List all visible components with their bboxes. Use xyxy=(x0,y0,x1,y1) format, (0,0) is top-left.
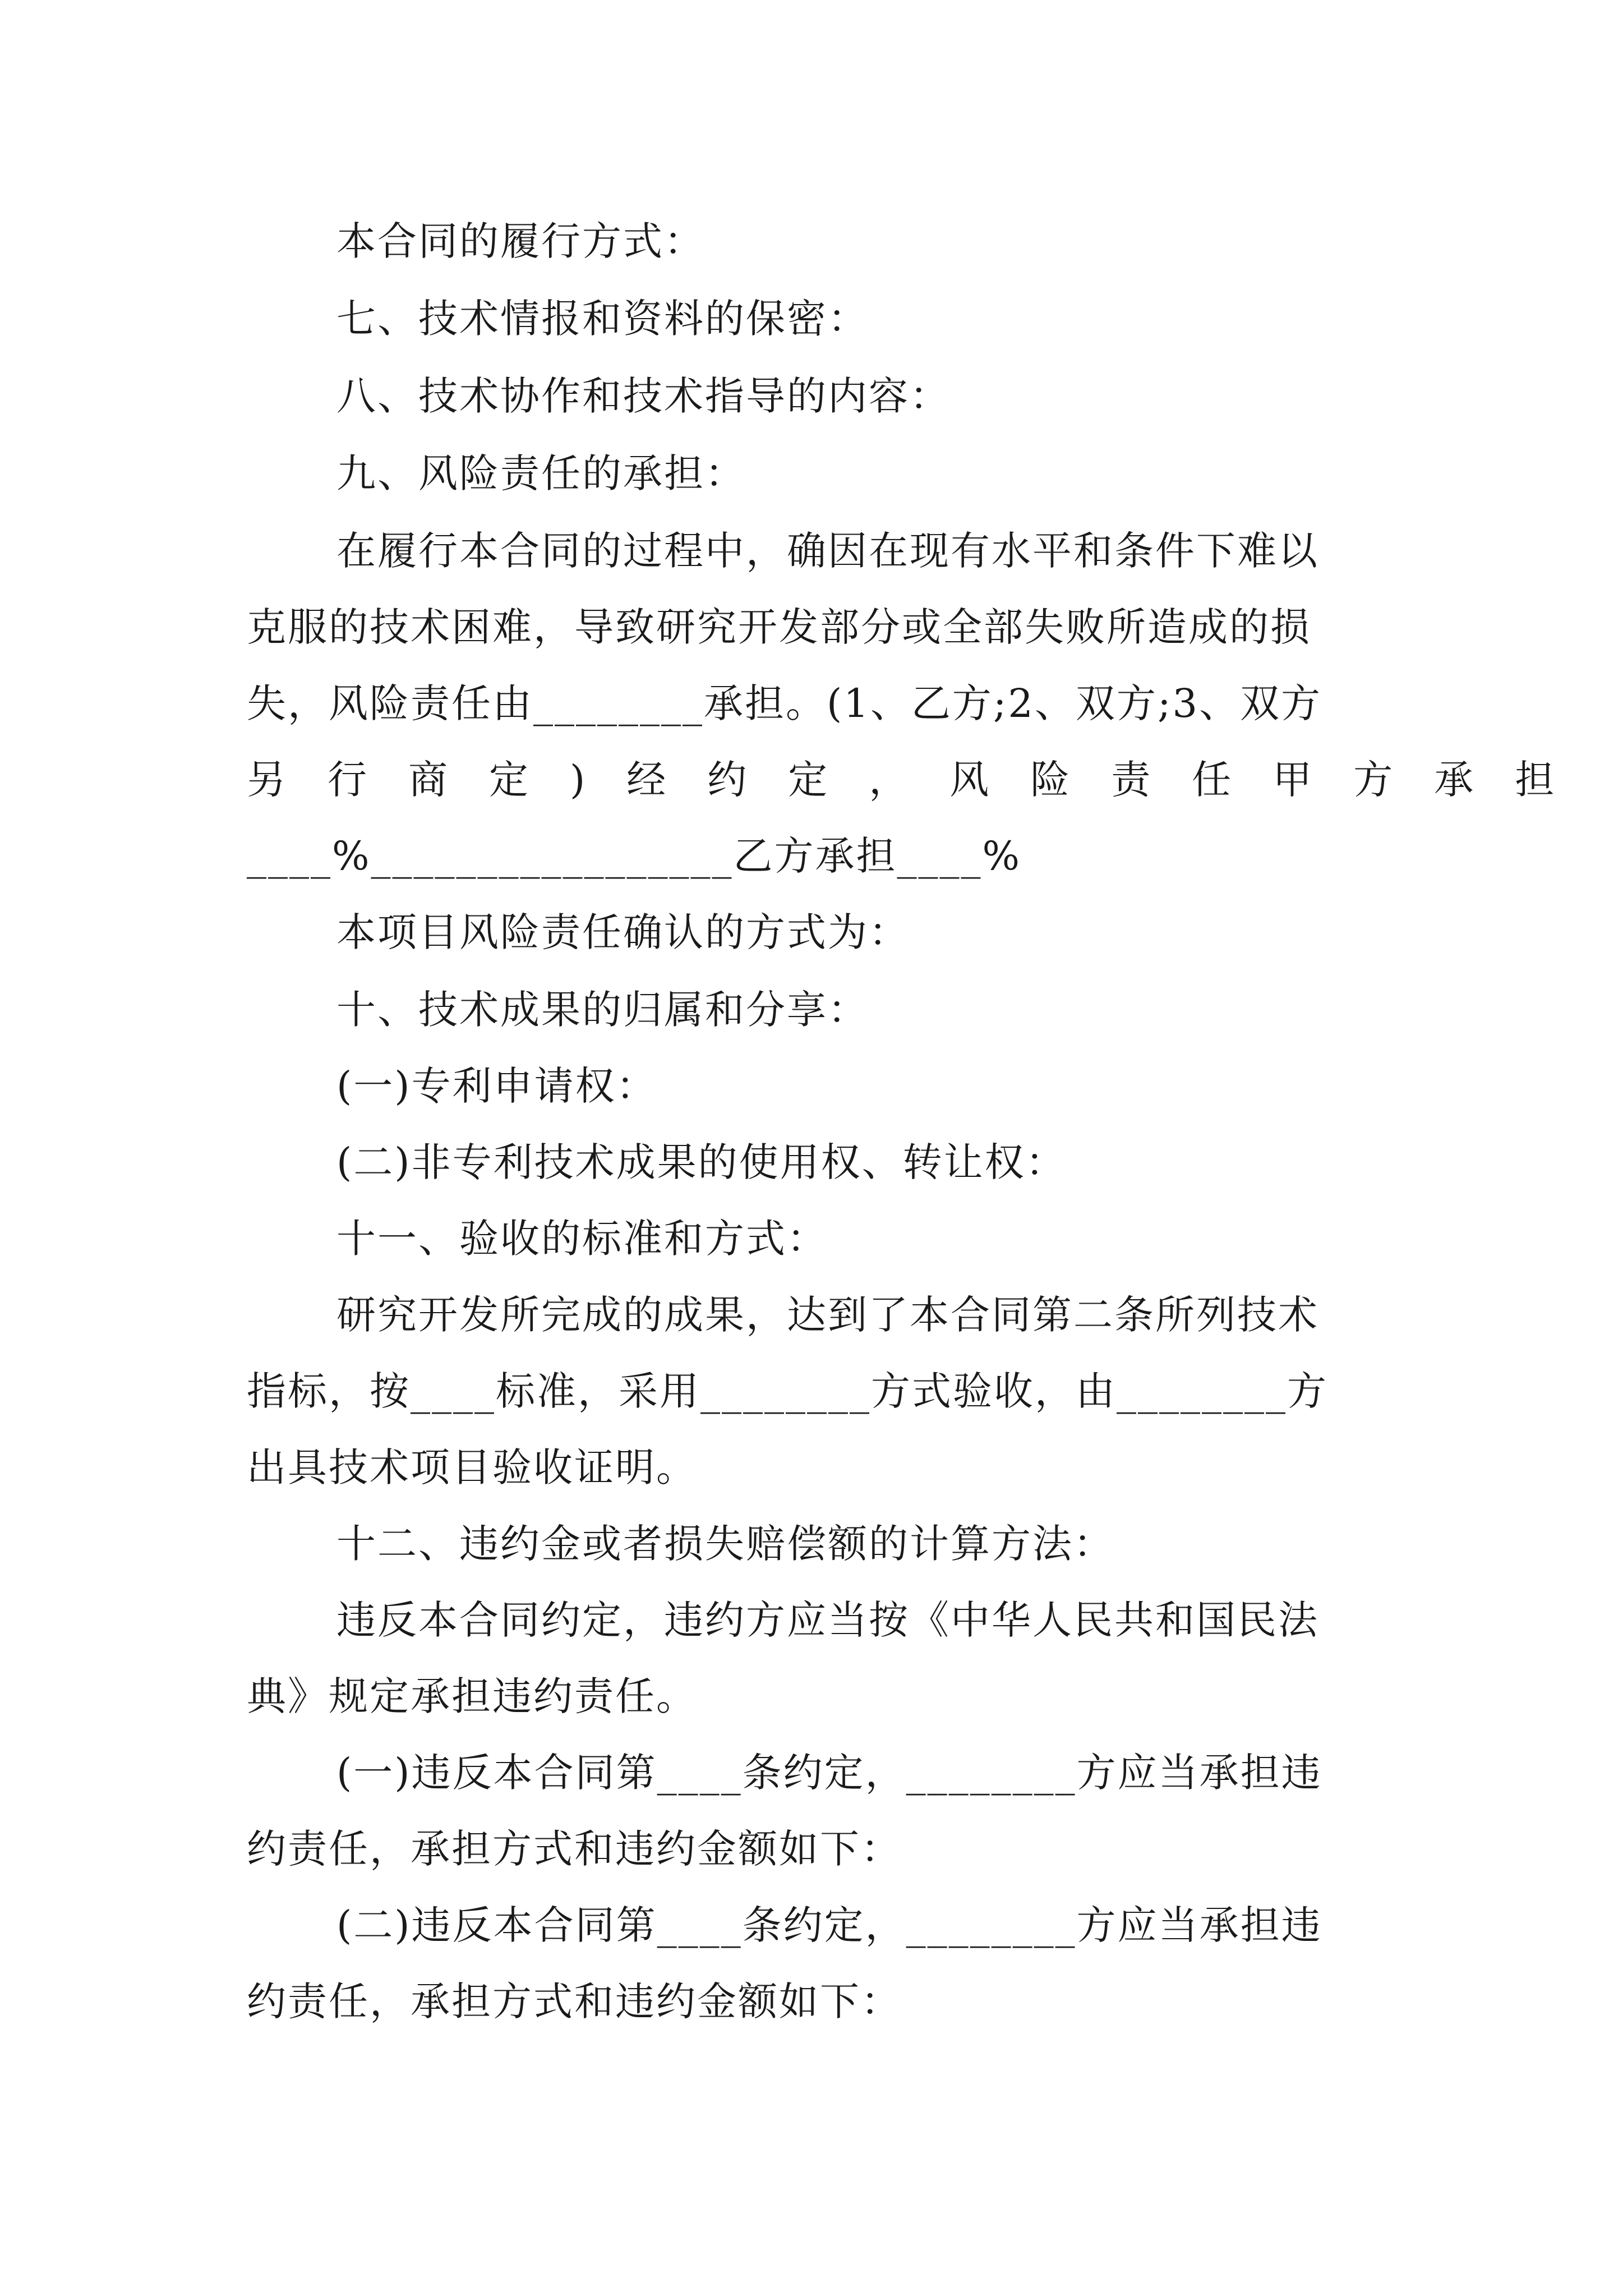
section-9-heading: 九、风险责任的承担： xyxy=(336,450,746,496)
section-8-heading: 八、技术协作和技术指导的内容： xyxy=(336,373,951,419)
patent-right-line: (一)专利申请权： xyxy=(336,1063,657,1109)
breach-item-2-line-1: (二)违反本合同第____条约定，________方应当承担违 xyxy=(336,1902,1322,1948)
section-11-heading: 十一、验收的标准和方式： xyxy=(336,1216,828,1262)
risk-paragraph-line-5: ____%_________________乙方承担____% xyxy=(247,833,1022,879)
section-12-heading: 十二、违约金或者损失赔偿额的计算方法： xyxy=(336,1521,1114,1567)
risk-paragraph-line-2: 克服的技术困难，导致研究开发部分或全部失败所造成的损 xyxy=(247,604,1311,650)
non-patent-right-line: (二)非专利技术成果的使用权、转让权： xyxy=(336,1139,1067,1185)
breach-item-2-line-2: 约责任，承担方式和违约金额如下： xyxy=(247,1978,902,2024)
breach-item-1-line-1: (一)违反本合同第____条约定，________方应当承担违 xyxy=(336,1750,1322,1796)
acceptance-paragraph-line-2: 指标，按____标准，采用________方式验收，由________方 xyxy=(247,1368,1328,1414)
risk-paragraph-line-4: 另行商定)经约定，风险责任甲方承担 xyxy=(247,757,1596,803)
section-10-heading: 十、技术成果的归属和分享： xyxy=(336,987,869,1033)
acceptance-paragraph-line-3: 出具技术项目验收证明。 xyxy=(247,1444,697,1490)
acceptance-paragraph-line-1: 研究开发所完成的成果，达到了本合同第二条所列技术 xyxy=(336,1292,1319,1338)
breach-paragraph-line-2: 典》规定承担违约责任。 xyxy=(247,1673,697,1719)
section-7-heading: 七、技术情报和资料的保密： xyxy=(336,296,869,342)
breach-paragraph-line-1: 违反本合同约定，违约方应当按《中华人民共和国民法 xyxy=(336,1597,1319,1643)
paragraph-performance-method: 本合同的履行方式： xyxy=(336,218,705,264)
risk-paragraph-line-1: 在履行本合同的过程中，确因在现有水平和条件下难以 xyxy=(336,528,1319,574)
breach-item-1-line-2: 约责任，承担方式和违约金额如下： xyxy=(247,1826,902,1872)
risk-confirmation-line: 本项目风险责任确认的方式为： xyxy=(336,909,910,955)
risk-paragraph-line-3: 失，风险责任由________承担。(1、乙方;2、双方;3、双方 xyxy=(247,680,1322,726)
